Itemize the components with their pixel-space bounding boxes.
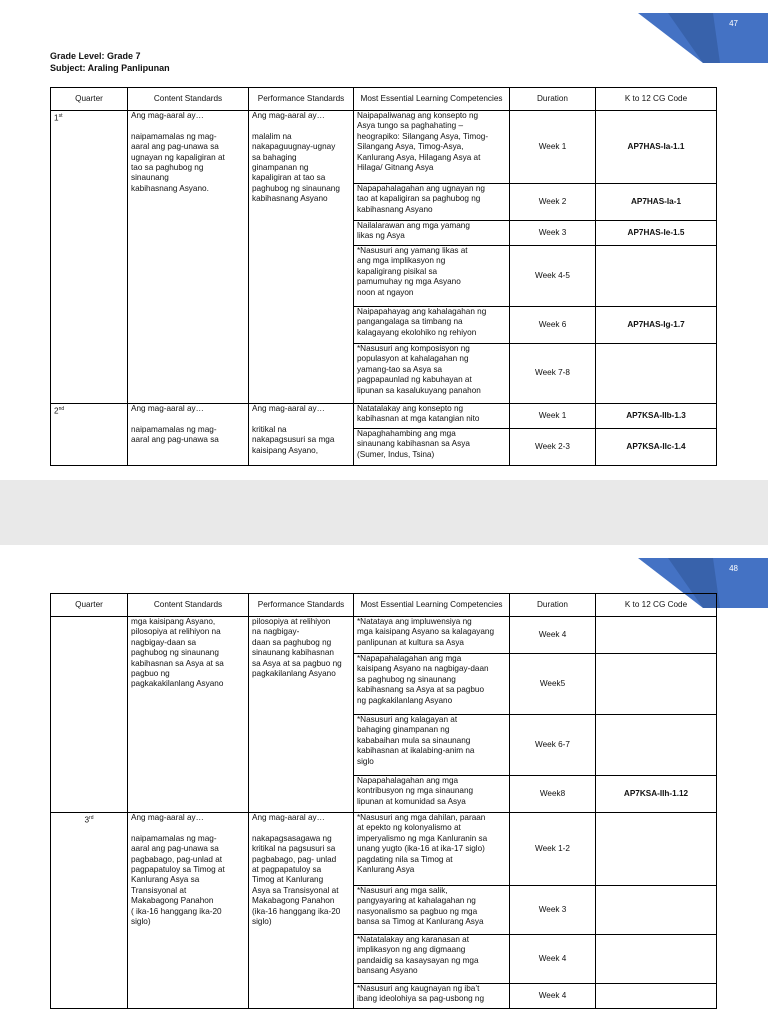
header-cg-code: K to 12 CG Code [596, 594, 717, 617]
quarter-number: 1 [54, 113, 59, 123]
table-row [51, 111, 717, 184]
table-row [51, 404, 717, 429]
quarter-suffix: st [58, 113, 63, 119]
document-page-47 [0, 0, 768, 480]
header-melc: Most Essential Learning Competencies [354, 594, 510, 617]
grade-level: Grade Level: Grade 7 [50, 51, 141, 61]
page-corner-banner [638, 13, 768, 63]
header-content-standards: Content Standards [128, 594, 249, 617]
cg-code [596, 654, 717, 715]
content-standard: Ang mag-aaral ay… naipamamalas ng mag- aaral ang pag-unawa sa ugnayan ng kapaligiran at tao sa paghubog ng sinaunang kabihasnang Asyano. [128, 111, 249, 404]
duration: Week 1 [510, 111, 596, 184]
document-page-48 [0, 545, 768, 1024]
cg-code [596, 715, 717, 776]
cg-code [596, 935, 717, 984]
duration: Week 6 [510, 307, 596, 344]
duration: Week 1 [510, 404, 596, 429]
document-meta [50, 50, 170, 74]
page-number: 47 [729, 19, 738, 28]
melc-text: *Nasusuri ang kaugnayan ng iba’t ibang ideolohiya sa pag-usbong ng [354, 984, 510, 1009]
cg-code: AP7HAS-Ia-1 [596, 184, 717, 221]
cg-code: AP7KSA-IIc-1.4 [596, 429, 717, 466]
header-quarter: Quarter [51, 594, 128, 617]
duration: Week 1-2 [510, 813, 596, 886]
curriculum-table [50, 87, 717, 466]
melc-text: Napapahalagahan ang ugnayan ng tao at kapaligiran sa paghubog ng kabihasnang Asyano [354, 184, 510, 221]
performance-standard: pilosopiya at relihiyon na nagbigay- daan sa paghubog ng sinaunang kabihasnan sa Asya at sa pagbuo ng pagkakilanlang Asyano [249, 617, 354, 813]
table-row [51, 617, 717, 654]
cg-code: AP7HAS-Ia-1.1 [596, 111, 717, 184]
melc-text: *Nasusuri ang yamang likas at ang mga implikasyon ng kapaligirang pisikal sa pamumuhay ng mga Asyano noon at ngayon [354, 246, 510, 307]
melc-text: Napapahalagahan ang mga kontribusyon ng mga sinaunang lipunan at komunidad sa Asya [354, 776, 510, 813]
quarter-suffix: nd [58, 406, 65, 412]
table-header-row [51, 594, 717, 617]
melc-text: *Natatalakay ang karanasan at implikasyon ng ang digmaang pandaidig sa kasaysayan ng mga bansang Asyano [354, 935, 510, 984]
content-standard: Ang mag-aaral ay… naipamamalas ng mag- aaral ang pag-unawa sa [128, 404, 249, 466]
melc-text: *Natataya ang impluwensiya ng mga kaisipang Asyano sa kalagayang panlipunan at kultura sa Asya [354, 617, 510, 654]
performance-standard: Ang mag-aaral ay… nakapagsasagawa ng kritikal na pagsusuri sa pagbabago, pag- unlad at pagpapatuloy sa Timog at Kanlurang Asya sa Transisyonal at Makabagong Panahon (ika-16 hanggang ika-20 siglo) [249, 813, 354, 1009]
melc-text: *Napapahalagahan ang mga kaisipang Asyano na nagbigay-daan sa paghubog ng sinaunang kabihasnang sa Asya at sa pagbuo ng pagkakilanlang Asyano [354, 654, 510, 715]
cg-code [596, 617, 717, 654]
duration: Week8 [510, 776, 596, 813]
quarter-suffix: rd [89, 815, 94, 821]
duration: Week 3 [510, 886, 596, 935]
quarter-cell [51, 111, 128, 404]
quarter-cell [51, 813, 128, 1009]
performance-standard: Ang mag-aaral ay… kritikal na nakapagsusuri sa mga kaisipang Asyano, [249, 404, 354, 466]
melc-text: Nailalarawan ang mga yamang likas ng Asya [354, 221, 510, 246]
melc-text: *Nasusuri ang mga salik, pangyayaring at kahalagahan ng nasyonalismo sa pagbuo ng mga bansa sa Timog at Kanlurang Asya [354, 886, 510, 935]
table-header-row [51, 88, 717, 111]
duration: Week 2-3 [510, 429, 596, 466]
cg-code: AP7HAS-Ig-1.7 [596, 307, 717, 344]
subject: Subject: Araling Panlipunan [50, 63, 170, 73]
melc-text: Naipapahayag ang kahalagahan ng pangangalaga sa timbang na kalagayang ekolohiko ng rehiyon [354, 307, 510, 344]
cg-code [596, 984, 717, 1009]
melc-text: Napaghahambing ang mga sinaunang kabihasnan sa Asya (Sumer, Indus, Tsina) [354, 429, 510, 466]
cg-code: AP7HAS-Ie-1.5 [596, 221, 717, 246]
header-content-standards: Content Standards [128, 88, 249, 111]
header-quarter: Quarter [51, 88, 128, 111]
content-standard: mga kaisipang Asyano, pilosopiya at relihiyon na nagbigay-daan sa paghubog ng sinaunang kabihasnan sa Asya at sa pagbuo ng pagkakakilanlang Asyano [128, 617, 249, 813]
duration: Week 3 [510, 221, 596, 246]
header-melc: Most Essential Learning Competencies [354, 88, 510, 111]
melc-text: *Nasusuri ang mga dahilan, paraan at epekto ng kolonyalismo at imperyalismo ng mga Kanluranin sa unang yugto (ika-16 at ika-17 siglo) pagdating nila sa Timog at Kanlurang Asya [354, 813, 510, 886]
quarter-number: 2 [54, 406, 59, 416]
duration: Week 4 [510, 984, 596, 1009]
header-performance-standards: Performance Standards [249, 88, 354, 111]
curriculum-table [50, 593, 717, 1009]
header-duration: Duration [510, 594, 596, 617]
header-performance-standards: Performance Standards [249, 594, 354, 617]
content-standard: Ang mag-aaral ay… naipamamalas ng mag- aaral ang pag-unawa sa pagbabago, pag-unlad at pagpapatuloy sa Timog at Kanlurang Asya sa Transisyonal at Makabagong Panahon ( ika-16 hanggang ika-20 siglo) [128, 813, 249, 1009]
duration: Week 4-5 [510, 246, 596, 307]
melc-text: *Nasusuri ang kalagayan at bahaging ginampanan ng kababaihan mula sa sinaunang kabihasnan at ikalabing-anim na siglo [354, 715, 510, 776]
quarter-number: 3 [84, 815, 90, 825]
cg-code [596, 344, 717, 404]
performance-standard: Ang mag-aaral ay… malalim na nakapaguugnay-ugnay sa bahaging ginampanan ng kapaligiran at tao sa paghubog ng sinaunang kabihasnang Asyano [249, 111, 354, 404]
melc-text: Naipapaliwanag ang konsepto ng Asya tungo sa paghahating – heograpiko: Silangang Asya, Timog- Silangang Asya, Timog-Asya, Kanlurang Asya, Hilagang Asya at Hilaga/ Gitnang Asya [354, 111, 510, 184]
header-duration: Duration [510, 88, 596, 111]
cg-code [596, 246, 717, 307]
cg-code: AP7KSA-IIb-1.3 [596, 404, 717, 429]
duration: Week 4 [510, 617, 596, 654]
duration: Week 4 [510, 935, 596, 984]
cg-code [596, 886, 717, 935]
duration: Week 2 [510, 184, 596, 221]
quarter-cell [51, 617, 128, 813]
duration: Week5 [510, 654, 596, 715]
page-number: 48 [729, 564, 738, 573]
melc-text: Natatalakay ang konsepto ng kabihasnan at mga katangian nito [354, 404, 510, 429]
table-row [51, 813, 717, 886]
quarter-cell [51, 404, 128, 466]
header-cg-code: K to 12 CG Code [596, 88, 717, 111]
duration: Week 6-7 [510, 715, 596, 776]
cg-code: AP7KSA-IIh-1.12 [596, 776, 717, 813]
duration: Week 7-8 [510, 344, 596, 404]
cg-code [596, 813, 717, 886]
melc-text: *Nasusuri ang komposisyon ng populasyon at kahalagahan ng yamang-tao sa Asya sa pagpapaunlad ng kabuhayan at lipunan sa kasalukuyang panahon [354, 344, 510, 404]
